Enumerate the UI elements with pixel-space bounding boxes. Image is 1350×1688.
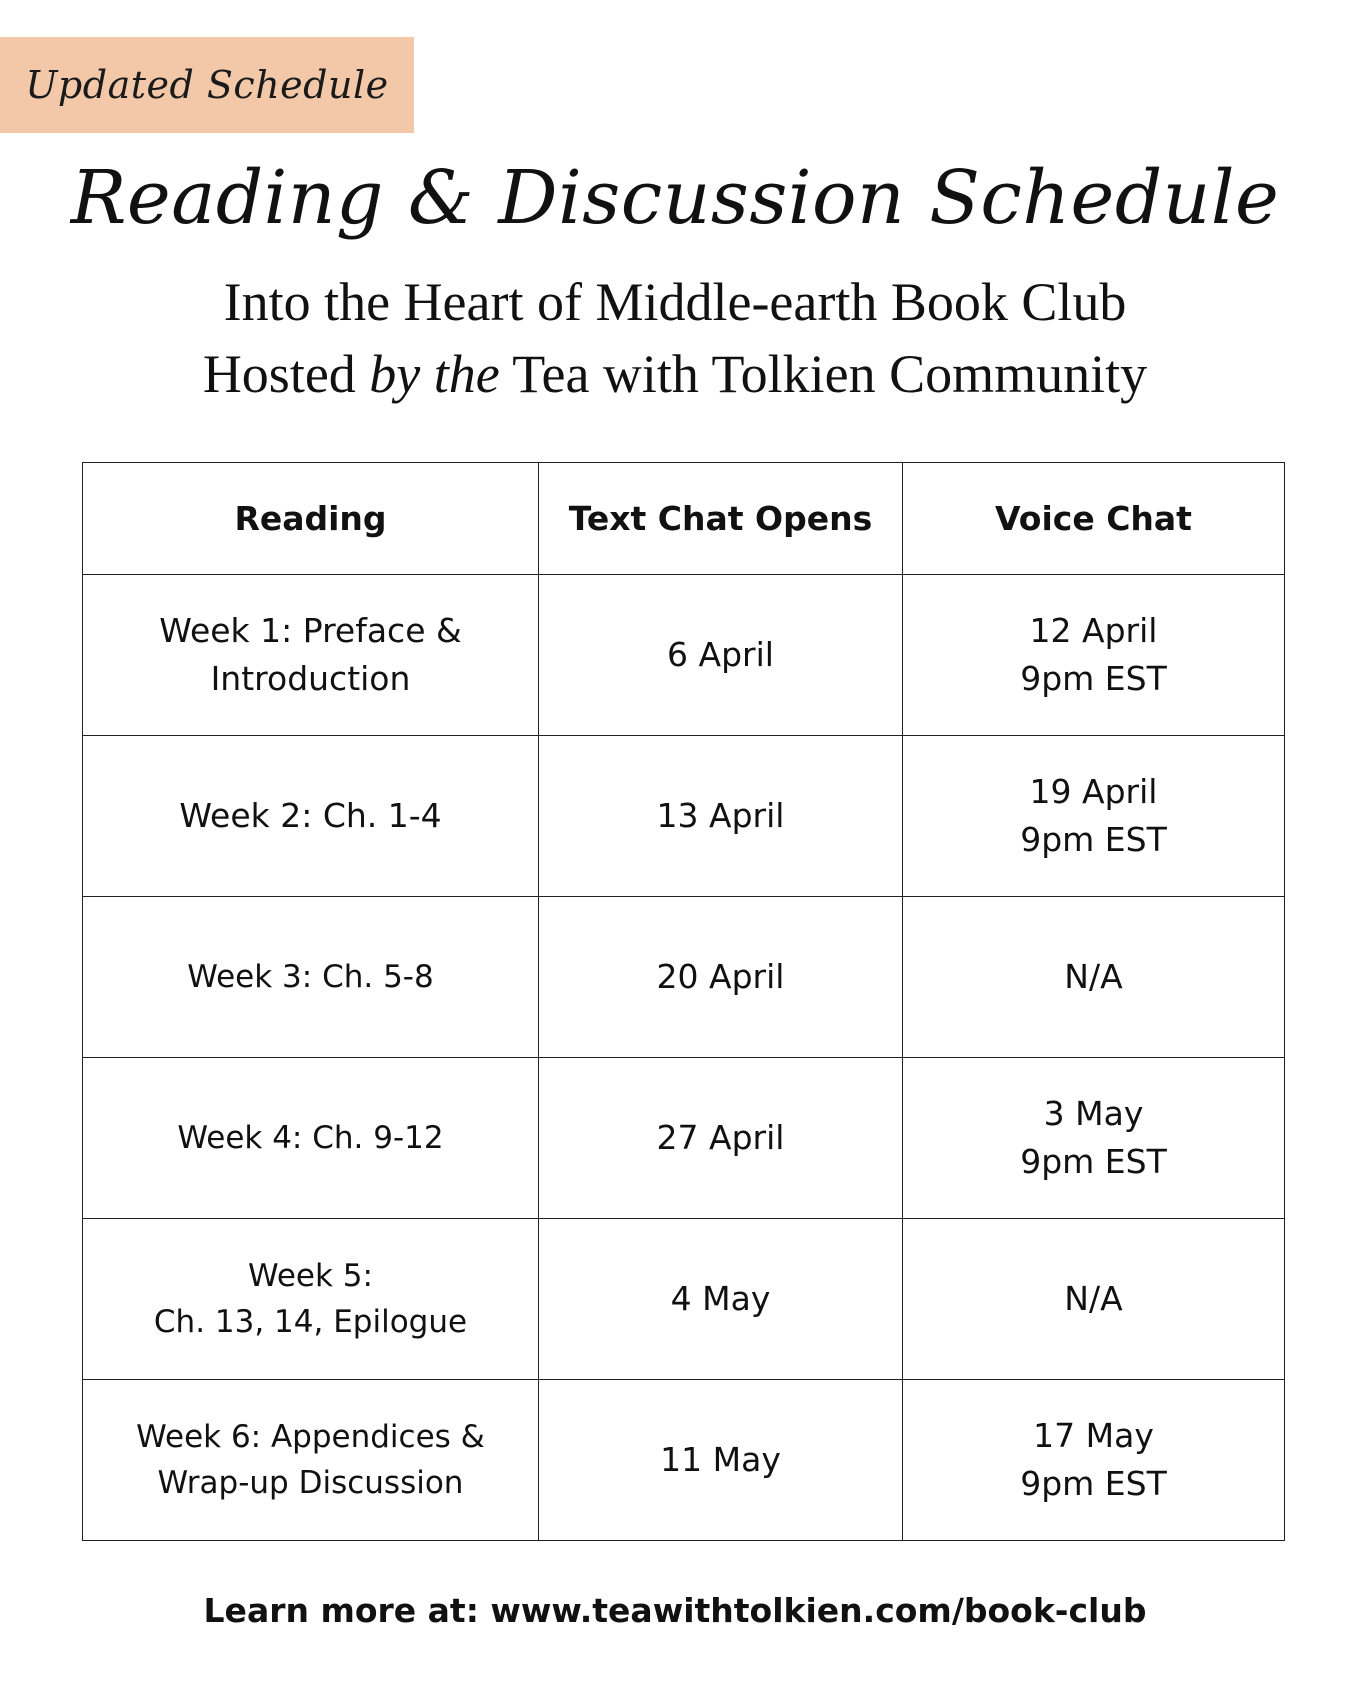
reading-line: Week 6: Appendices & (136, 1419, 485, 1455)
subtitle-host-part2: Tea with Tolkien Community (512, 344, 1148, 404)
text-chat-cell: 20 April (539, 897, 903, 1058)
voice-chat-status: N/A (1064, 1279, 1123, 1318)
reading-line: Week 1: Preface & (159, 611, 462, 650)
updated-schedule-badge (0, 37, 414, 133)
badge-label: Updated Schedule (25, 63, 389, 107)
reading-cell (83, 1380, 539, 1541)
reading-line: Ch. 13, 14, Epilogue (153, 1304, 468, 1340)
subtitle-host-italic: by the (369, 344, 500, 404)
reading-cell (83, 575, 539, 736)
text-chat-cell: 11 May (539, 1380, 903, 1541)
voice-chat-date: 12 April (1029, 611, 1158, 650)
column-header-voice-chat: Voice Chat (903, 463, 1285, 575)
reading-line: Week 4: Ch. 9-12 (177, 1120, 444, 1156)
table-row (83, 1058, 1285, 1219)
voice-chat-time: 9pm EST (1020, 1464, 1167, 1503)
reading-cell (83, 1058, 539, 1219)
reading-line: Wrap-up Discussion (157, 1465, 464, 1501)
reading-line: Introduction (210, 659, 411, 698)
voice-chat-cell (903, 897, 1285, 1058)
text-chat-cell: 27 April (539, 1058, 903, 1219)
table-row (83, 575, 1285, 736)
voice-chat-time: 9pm EST (1020, 659, 1167, 698)
voice-chat-cell (903, 736, 1285, 897)
text-chat-cell: 4 May (539, 1219, 903, 1380)
voice-chat-time: 9pm EST (1020, 1142, 1167, 1181)
page-title: Reading & Discussion Schedule (70, 155, 1280, 241)
text-chat-cell: 6 April (539, 575, 903, 736)
text-chat-cell: 13 April (539, 736, 903, 897)
voice-chat-time: 9pm EST (1020, 820, 1167, 859)
table-row (83, 736, 1285, 897)
subtitle-host (0, 339, 1350, 409)
subtitle-book-club: Into the Heart of Middle-earth Book Club (223, 272, 1127, 332)
voice-chat-date: 19 April (1029, 772, 1158, 811)
column-header-reading: Reading (83, 463, 539, 575)
voice-chat-date: 17 May (1033, 1416, 1154, 1455)
reading-cell (83, 1219, 539, 1380)
reading-line: Week 3: Ch. 5-8 (187, 959, 434, 995)
voice-chat-status: N/A (1064, 957, 1123, 996)
learn-more-footer: Learn more at: www.teawithtolkien.com/book-club (203, 1591, 1147, 1630)
table-row (83, 897, 1285, 1058)
reading-line: Week 5: (248, 1258, 373, 1294)
voice-chat-date: 3 May (1043, 1094, 1144, 1133)
voice-chat-cell (903, 1380, 1285, 1541)
table-row (83, 1380, 1285, 1541)
voice-chat-cell (903, 575, 1285, 736)
subtitle-host-part1: Hosted (202, 344, 356, 404)
reading-cell (83, 736, 539, 897)
table-row (83, 1219, 1285, 1380)
table-header-row (83, 463, 1285, 575)
column-header-text-chat: Text Chat Opens (539, 463, 903, 575)
reading-cell (83, 897, 539, 1058)
voice-chat-cell (903, 1219, 1285, 1380)
schedule-table (82, 462, 1285, 1541)
voice-chat-cell (903, 1058, 1285, 1219)
reading-line: Week 2: Ch. 1-4 (179, 796, 442, 835)
